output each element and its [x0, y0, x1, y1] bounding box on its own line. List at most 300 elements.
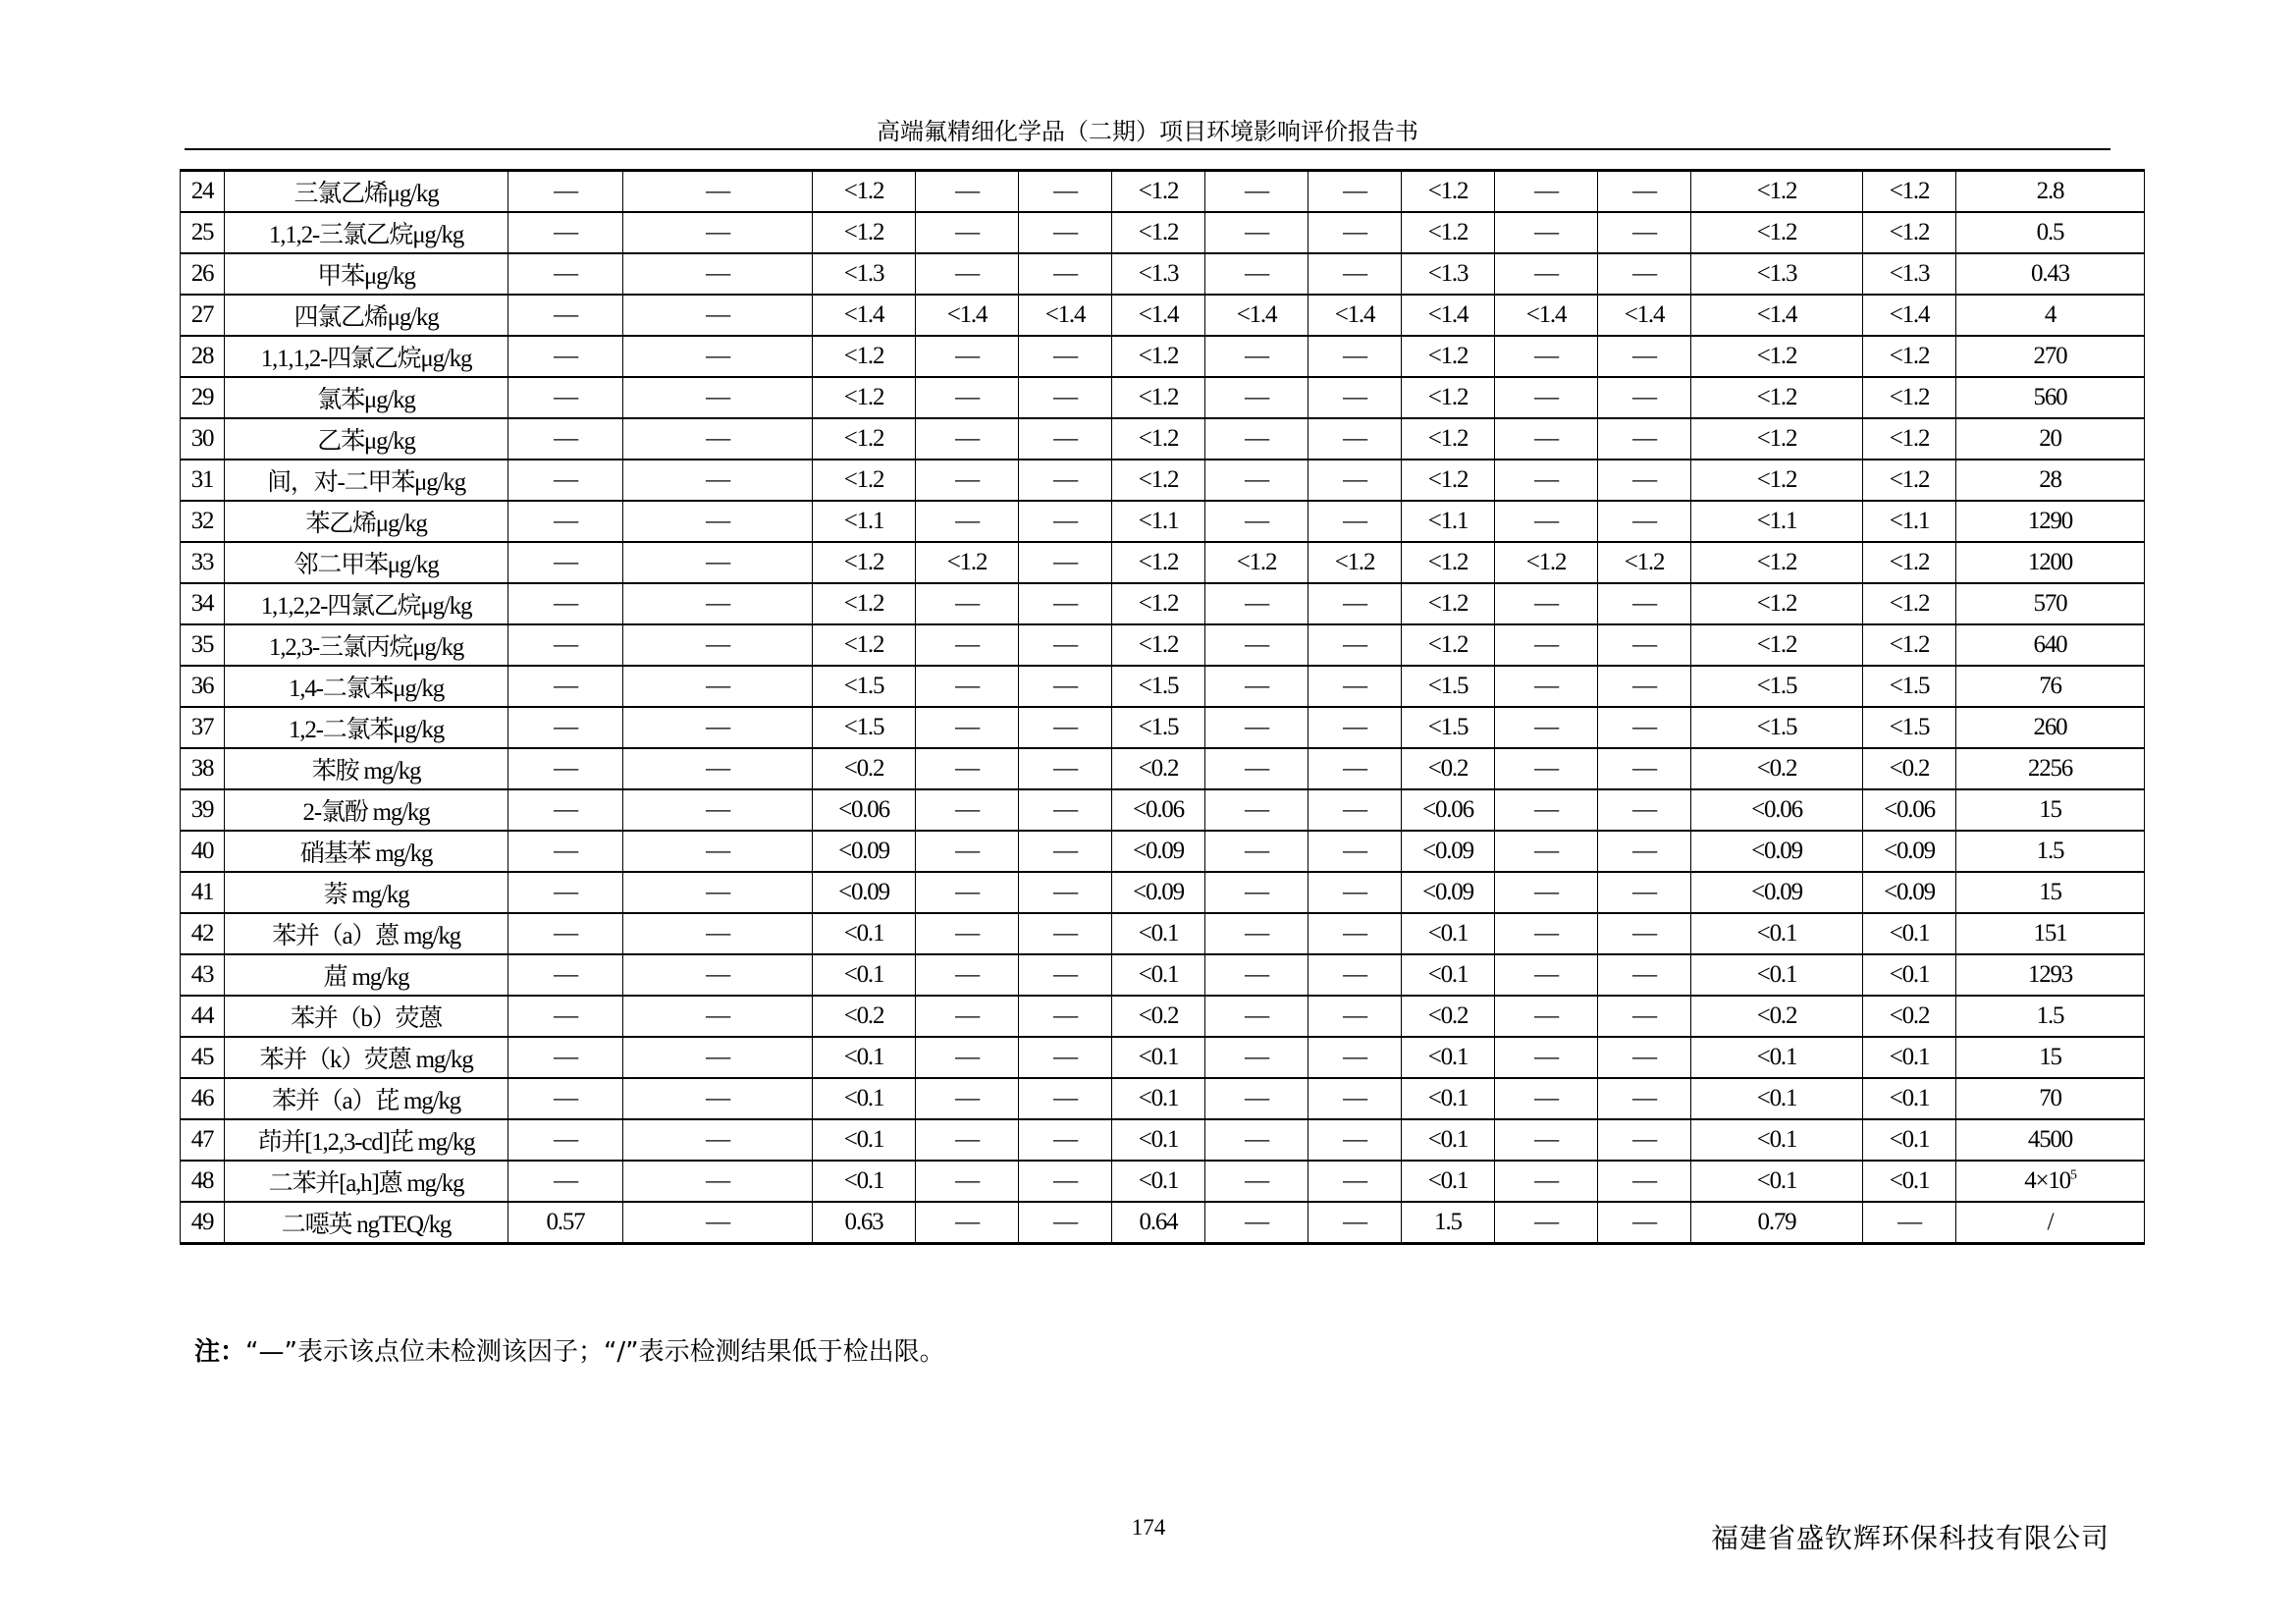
value-cell: [916, 831, 1019, 872]
cell-text: <1.5: [1427, 673, 1468, 699]
value-cell: [1691, 418, 1863, 460]
cell-text: —: [1632, 879, 1656, 905]
cell-text: <1.2: [1138, 631, 1179, 658]
value-cell: [1598, 707, 1691, 748]
value-cell: [1598, 831, 1691, 872]
page-header-title: 高端氟精细化学品（二期）项目环境影响评价报告书: [877, 118, 1418, 145]
table-row: [181, 377, 2145, 418]
value-cell: [1308, 212, 1402, 253]
value-cell: [1956, 295, 2145, 336]
pollutant-name-cell: [225, 996, 508, 1037]
cell-text: —: [1245, 631, 1268, 658]
cell-text: <1.2: [843, 178, 884, 204]
cell-text: —: [1053, 1209, 1077, 1235]
value-cell: [1402, 913, 1495, 954]
cell-text: <1.2: [1334, 549, 1375, 575]
value-cell: [1863, 1161, 1956, 1202]
cell-text: —: [706, 549, 729, 575]
value-cell: [1019, 253, 1112, 295]
cell-text: —: [955, 879, 979, 905]
value-cell: [1205, 460, 1308, 501]
value-cell: [916, 954, 1019, 996]
value-cell: [1402, 666, 1495, 707]
cell-text: 29: [190, 384, 214, 410]
value-cell: [1019, 1078, 1112, 1119]
cell-text: —: [554, 920, 577, 947]
value-cell: [1598, 954, 1691, 996]
value-cell: [1019, 954, 1112, 996]
value-cell: [623, 624, 813, 666]
cell-text: 苯并（b）荧蒽: [290, 1005, 443, 1032]
value-cell: [1598, 789, 1691, 831]
value-cell: [508, 418, 623, 460]
cell-text: <1.4: [1525, 301, 1567, 328]
cell-text: <0.09: [1751, 879, 1802, 905]
cell-text: <1.2: [1756, 631, 1797, 658]
cell-text: <0.1: [1756, 920, 1797, 947]
cell-text: 43: [190, 961, 214, 988]
value-cell: [1691, 789, 1863, 831]
value-cell: [623, 1037, 813, 1078]
value-cell: [1112, 831, 1205, 872]
value-cell: [916, 253, 1019, 295]
row-number-cell: [181, 954, 225, 996]
value-cell: [1308, 872, 1402, 913]
value-cell: [1691, 872, 1863, 913]
cell-text: —: [554, 1167, 577, 1194]
cell-text: —: [554, 219, 577, 245]
note-text: “—”表示该点位未检测该因子；“/”表示检测结果低于检出限。: [245, 1337, 945, 1367]
value-cell: [508, 501, 623, 542]
pollutant-name-cell: [225, 1037, 508, 1078]
cell-text: —: [554, 796, 577, 823]
cell-text: 31: [190, 466, 214, 493]
note-label: 注：: [194, 1337, 246, 1367]
value-cell: [1112, 996, 1205, 1037]
value-cell: [1308, 748, 1402, 789]
cell-text: 70: [2039, 1085, 2061, 1111]
value-cell: [623, 996, 813, 1037]
cell-text: —: [1053, 1085, 1077, 1111]
pollutant-name-cell: [225, 1202, 508, 1244]
value-cell: [1402, 460, 1495, 501]
page-number: 174: [1131, 1515, 1166, 1540]
value-cell: [916, 295, 1019, 336]
cell-text: —: [1343, 755, 1366, 782]
cell-text: 1200: [2027, 549, 2073, 575]
value-cell: [1205, 253, 1308, 295]
value-cell: [1402, 954, 1495, 996]
value-cell: [1019, 377, 1112, 418]
value-cell: [1495, 707, 1598, 748]
cell-text: <0.1: [1756, 1085, 1797, 1111]
cell-text: <1.4: [1624, 301, 1665, 328]
cell-text: —: [554, 549, 577, 575]
value-cell: [1402, 336, 1495, 377]
value-cell: [916, 1202, 1019, 1244]
value-cell: [1112, 1078, 1205, 1119]
cell-text: <0.2: [1427, 1002, 1468, 1029]
cell-text: 15: [2039, 1044, 2061, 1070]
cell-text: —: [1632, 920, 1656, 947]
cell-text: <1.4: [1889, 301, 1930, 328]
cell-text: <0.1: [1427, 1126, 1468, 1153]
value-cell: [1019, 624, 1112, 666]
value-cell: [1691, 1202, 1863, 1244]
value-cell: [508, 872, 623, 913]
value-cell: [1598, 212, 1691, 253]
value-cell: [1308, 707, 1402, 748]
exponent: 5: [2070, 1167, 2076, 1183]
value-cell: [1019, 707, 1112, 748]
value-cell: [1956, 542, 2145, 583]
cell-text: 4×10: [2024, 1167, 2070, 1194]
cell-text: —: [706, 714, 729, 740]
cell-text: —: [1632, 178, 1656, 204]
cell-text: —: [1053, 879, 1077, 905]
value-cell: [813, 583, 916, 624]
cell-text: —: [706, 219, 729, 245]
cell-text: —: [1245, 219, 1268, 245]
value-cell: [508, 1037, 623, 1078]
value-cell: [1495, 501, 1598, 542]
value-cell: [1495, 1161, 1598, 1202]
cell-text: <0.1: [1889, 1085, 1930, 1111]
row-number-cell: [181, 1078, 225, 1119]
header-divider: [185, 148, 2110, 150]
cell-text: —: [554, 178, 577, 204]
cell-text: <1.2: [843, 219, 884, 245]
value-cell: [1863, 336, 1956, 377]
row-number-cell: [181, 1161, 225, 1202]
cell-text: —: [1053, 219, 1077, 245]
cell-text: <0.1: [843, 1085, 884, 1111]
value-cell: [1019, 748, 1112, 789]
row-number-cell: [181, 171, 225, 213]
cell-text: 560: [2033, 384, 2067, 410]
cell-text: —: [955, 425, 979, 452]
cell-text: —: [1343, 178, 1366, 204]
cell-text: —: [1534, 796, 1558, 823]
cell-text: <1.2: [1889, 549, 1930, 575]
cell-text: <1.1: [1756, 508, 1797, 534]
table-row: [181, 583, 2145, 624]
table-row: [181, 666, 2145, 707]
cell-text: 35: [190, 631, 214, 658]
value-cell: [1691, 913, 1863, 954]
cell-text: 39: [190, 796, 214, 823]
cell-text: <0.1: [1138, 920, 1179, 947]
table-row: [181, 418, 2145, 460]
value-cell: [1205, 1202, 1308, 1244]
cell-text: <0.1: [1756, 1044, 1797, 1070]
value-cell: [1019, 336, 1112, 377]
cell-text: —: [1053, 384, 1077, 410]
value-cell: [1112, 253, 1205, 295]
value-cell: [623, 1202, 813, 1244]
cell-text: 33: [190, 549, 214, 575]
value-cell: [916, 501, 1019, 542]
cell-text: —: [1897, 1209, 1921, 1235]
cell-text: —: [1632, 1044, 1656, 1070]
value-cell: [1495, 253, 1598, 295]
cell-text: —: [1632, 961, 1656, 988]
value-cell: [916, 1078, 1019, 1119]
value-cell: [1956, 666, 2145, 707]
pollutant-name-cell: [225, 913, 508, 954]
value-cell: [1402, 501, 1495, 542]
cell-text: —: [1343, 343, 1366, 369]
value-cell: [1863, 295, 1956, 336]
cell-text: —: [1534, 384, 1558, 410]
value-cell: [813, 501, 916, 542]
cell-text: 1,1,2-三氯乙烷μg/kg: [268, 222, 464, 248]
cell-text: <0.1: [1427, 961, 1468, 988]
pollutant-name-cell: [225, 418, 508, 460]
cell-text: 1.5: [1434, 1209, 1462, 1235]
cell-text: —: [706, 673, 729, 699]
value-cell: [1956, 707, 2145, 748]
value-cell: [1598, 501, 1691, 542]
cell-text: 41: [190, 879, 214, 905]
cell-text: —: [955, 466, 979, 493]
cell-text: <0.1: [1756, 961, 1797, 988]
cell-text: <1.2: [1138, 178, 1179, 204]
cell-text: —: [554, 1002, 577, 1029]
cell-text: <0.2: [1756, 1002, 1797, 1029]
cell-text: <0.1: [843, 1126, 884, 1153]
cell-text: —: [706, 1085, 729, 1111]
value-cell: [1402, 1161, 1495, 1202]
cell-text: —: [955, 1085, 979, 1111]
value-cell: [1112, 666, 1205, 707]
value-cell: [1308, 542, 1402, 583]
value-cell: [1308, 583, 1402, 624]
value-cell: [1112, 1037, 1205, 1078]
value-cell: [1863, 707, 1956, 748]
cell-text: <1.2: [1756, 343, 1797, 369]
value-cell: [1691, 336, 1863, 377]
cell-text: /: [2047, 1209, 2054, 1235]
cell-text: 0.43: [2031, 260, 2069, 287]
row-number-cell: [181, 707, 225, 748]
row-number-cell: [181, 418, 225, 460]
cell-text: <0.1: [843, 1167, 884, 1194]
value-cell: [1691, 1161, 1863, 1202]
value-cell: [623, 1161, 813, 1202]
cell-text: —: [1245, 1167, 1268, 1194]
cell-text: 1.5: [2036, 1002, 2064, 1029]
cell-text: —: [706, 1167, 729, 1194]
value-cell: [1956, 954, 2145, 996]
value-cell: [813, 1202, 916, 1244]
value-cell: [1308, 377, 1402, 418]
value-cell: [916, 1119, 1019, 1161]
cell-text: <0.09: [1422, 879, 1473, 905]
cell-text: —: [955, 590, 979, 617]
cell-text: <0.09: [1133, 879, 1184, 905]
cell-text: 15: [2039, 879, 2061, 905]
cell-text: 二苯并[a,h]蒽 mg/kg: [268, 1170, 464, 1197]
cell-text: —: [554, 508, 577, 534]
value-cell: [1495, 996, 1598, 1037]
cell-text: <0.09: [1133, 838, 1184, 864]
value-cell: [916, 418, 1019, 460]
value-cell: [1112, 336, 1205, 377]
cell-text: —: [955, 714, 979, 740]
cell-text: —: [1343, 1209, 1366, 1235]
value-cell: [1495, 460, 1598, 501]
value-cell: [1019, 212, 1112, 253]
value-cell: [508, 996, 623, 1037]
value-cell: [623, 1078, 813, 1119]
value-cell: [1308, 253, 1402, 295]
cell-text: —: [1053, 178, 1077, 204]
cell-text: —: [1534, 961, 1558, 988]
cell-text: <1.2: [946, 549, 988, 575]
table-row: [181, 212, 2145, 253]
cell-text: —: [1632, 384, 1656, 410]
table-row: [181, 872, 2145, 913]
cell-text: <1.2: [843, 549, 884, 575]
value-cell: [1402, 295, 1495, 336]
cell-text: —: [1245, 384, 1268, 410]
cell-text: —: [706, 343, 729, 369]
value-cell: [1019, 1037, 1112, 1078]
cell-text: <1.3: [1427, 260, 1468, 287]
row-number-cell: [181, 624, 225, 666]
value-cell: [1956, 212, 2145, 253]
value-cell: [1308, 831, 1402, 872]
value-cell: [813, 707, 916, 748]
value-cell: [1863, 1119, 1956, 1161]
cell-text: <1.2: [1427, 343, 1468, 369]
value-cell: [916, 212, 1019, 253]
cell-text: <1.3: [1889, 260, 1930, 287]
cell-text: —: [1534, 508, 1558, 534]
cell-text: —: [706, 384, 729, 410]
cell-text: —: [1245, 920, 1268, 947]
cell-text: <0.1: [843, 961, 884, 988]
value-cell: [1495, 913, 1598, 954]
value-cell: [1598, 1202, 1691, 1244]
cell-text: <0.09: [1884, 879, 1935, 905]
value-cell: [1691, 171, 1863, 213]
cell-text: —: [706, 1044, 729, 1070]
value-cell: [1308, 996, 1402, 1037]
cell-text: —: [1632, 343, 1656, 369]
value-cell: [1956, 1161, 2145, 1202]
value-cell: [1598, 295, 1691, 336]
cell-text: —: [554, 425, 577, 452]
cell-text: <0.1: [1756, 1167, 1797, 1194]
value-cell: [1402, 212, 1495, 253]
pollutant-name-cell: [225, 583, 508, 624]
value-cell: [623, 954, 813, 996]
value-cell: [1019, 542, 1112, 583]
value-cell: [916, 460, 1019, 501]
cell-text: —: [1343, 838, 1366, 864]
cell-text: —: [1053, 631, 1077, 658]
cell-text: —: [1053, 549, 1077, 575]
value-cell: [916, 336, 1019, 377]
pollutant-name-cell: [225, 666, 508, 707]
value-cell: [1308, 1202, 1402, 1244]
cell-text: <1.2: [1138, 549, 1179, 575]
cell-text: 萘 mg/kg: [323, 882, 409, 908]
cell-text: <1.5: [1889, 673, 1930, 699]
table-row: [181, 1161, 2145, 1202]
cell-text: —: [1343, 1044, 1366, 1070]
value-cell: [1691, 253, 1863, 295]
value-cell: [1402, 253, 1495, 295]
value-cell: [1691, 460, 1863, 501]
value-cell: [1402, 1078, 1495, 1119]
value-cell: [1019, 418, 1112, 460]
value-cell: [1495, 831, 1598, 872]
value-cell: [1019, 171, 1112, 213]
value-cell: [1863, 418, 1956, 460]
cell-text: <0.09: [1884, 838, 1935, 864]
value-cell: [1863, 1078, 1956, 1119]
cell-text: <1.2: [1756, 219, 1797, 245]
cell-text: <0.1: [1138, 1167, 1179, 1194]
row-number-cell: [181, 377, 225, 418]
cell-text: —: [554, 961, 577, 988]
cell-text: —: [706, 466, 729, 493]
cell-text: —: [1245, 1002, 1268, 1029]
value-cell: [916, 1037, 1019, 1078]
value-cell: [1956, 501, 2145, 542]
value-cell: [1863, 542, 1956, 583]
cell-text: <1.4: [1756, 301, 1797, 328]
cell-text: <1.2: [1427, 219, 1468, 245]
cell-text: —: [955, 178, 979, 204]
row-number-cell: [181, 542, 225, 583]
cell-text: 0.57: [546, 1209, 585, 1235]
value-cell: [1691, 1078, 1863, 1119]
value-cell: [623, 336, 813, 377]
value-cell: [813, 913, 916, 954]
value-cell: [1863, 253, 1956, 295]
value-cell: [508, 707, 623, 748]
value-cell: [508, 1202, 623, 1244]
value-cell: [1019, 872, 1112, 913]
value-cell: [1205, 418, 1308, 460]
value-cell: [623, 418, 813, 460]
cell-text: <1.2: [1756, 466, 1797, 493]
cell-text: —: [706, 508, 729, 534]
cell-text: —: [1343, 508, 1366, 534]
value-cell: [1863, 171, 1956, 213]
value-cell: [1863, 789, 1956, 831]
cell-text: <1.2: [1138, 425, 1179, 452]
value-cell: [1112, 295, 1205, 336]
cell-text: <0.1: [1427, 1044, 1468, 1070]
value-cell: [1205, 212, 1308, 253]
cell-text: —: [1053, 673, 1077, 699]
value-cell: [1402, 624, 1495, 666]
value-cell: [1112, 542, 1205, 583]
value-cell: [623, 831, 813, 872]
cell-text: —: [1343, 260, 1366, 287]
value-cell: [1956, 460, 2145, 501]
row-number-cell: [181, 212, 225, 253]
cell-text: —: [1245, 714, 1268, 740]
cell-text: —: [1632, 631, 1656, 658]
table-row: [181, 913, 2145, 954]
cell-text: —: [955, 1126, 979, 1153]
